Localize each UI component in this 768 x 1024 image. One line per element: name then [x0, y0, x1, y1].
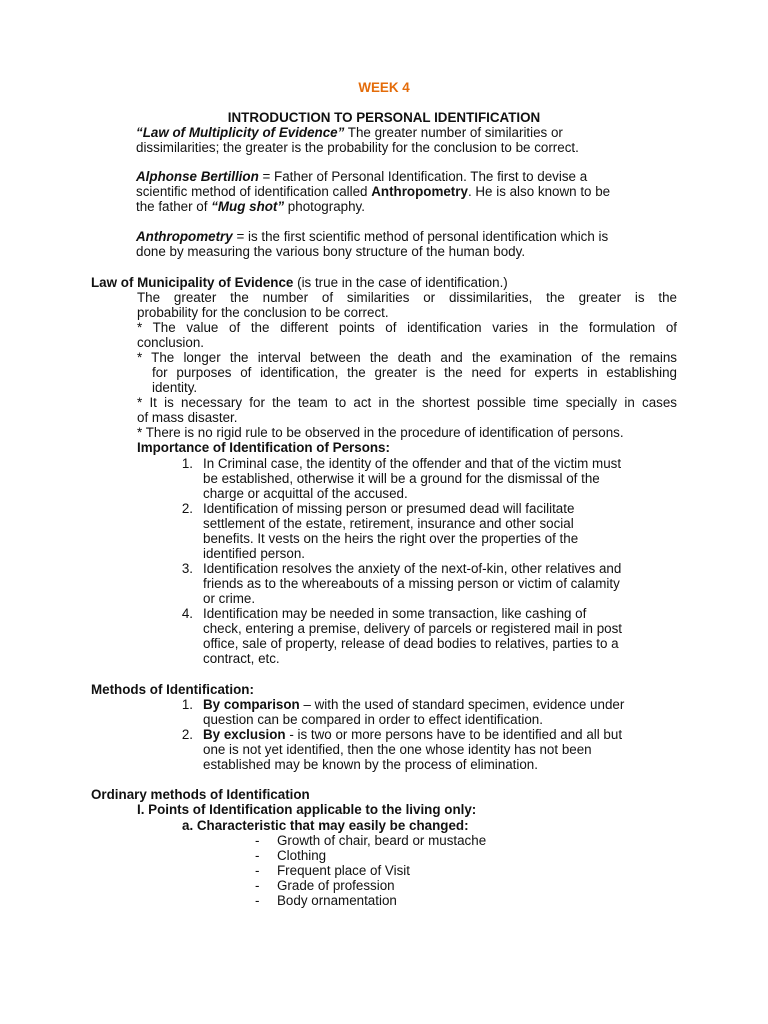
- dash-list-item: Clothing: [277, 848, 327, 863]
- list-item-line: contract, etc.: [203, 651, 280, 666]
- anthropometry-line1: Anthropometry = is the first scientific method of personal identification which is: [136, 229, 609, 244]
- list-item-line: established may be known by the process of elimination.: [203, 757, 538, 772]
- list-item-line: Identification of missing person or presumed dead will facilitate: [203, 501, 575, 516]
- page-title: INTRODUCTION TO PERSONAL IDENTIFICATION: [227, 110, 541, 125]
- municipality-p2-line2: conclusion.: [137, 335, 204, 350]
- list-item-line: By comparison – with the used of standard specimen, evidence under: [203, 697, 625, 712]
- method-term: By exclusion: [203, 727, 286, 742]
- list-number: 1.: [181, 697, 193, 712]
- list-item-line: one is not yet identified, then the one whose identity has not been: [203, 742, 592, 757]
- dash-list-item: Growth of chair, beard or mustache: [277, 833, 487, 848]
- anthropometry-line2: done by measuring the various bony structure of the human body.: [136, 244, 526, 259]
- list-number: 3.: [181, 561, 193, 576]
- list-item-line: Identification may be needed in some transaction, like cashing of: [203, 606, 587, 621]
- list-item-line: office, sale of property, release of dead bodies to relatives, parties to a: [203, 636, 619, 651]
- importance-heading: Importance of Identification of Persons:: [137, 440, 390, 455]
- municipality-p3-line1: * The longer the interval between the death and the examination of the remains: [137, 350, 677, 365]
- list-item-line: In Criminal case, the identity of the offender and that of the victim must: [203, 456, 622, 471]
- ordinary-heading: Ordinary methods of Identification: [91, 787, 310, 802]
- municipality-p2-line1: * The value of the different points of identification varies in the formulation of: [137, 320, 677, 335]
- list-item-line: friends as to the whereabouts of a missing person or victim of calamity: [203, 576, 620, 591]
- law-multiplicity-term: “Law of Multiplicity of Evidence”: [136, 125, 345, 140]
- bertillion-line2: scientific method of identification called Anthropometry. He is also known to be: [136, 184, 611, 199]
- municipality-p5-line1: * There is no rigid rule to be observed in the procedure of identification of persons.: [137, 425, 624, 440]
- ordinary-subheading-a: a. Characteristic that may easily be changed:: [182, 818, 469, 833]
- list-number: 2.: [181, 727, 193, 742]
- ordinary-subheading-i: I. Points of Identification applicable to the living only:: [137, 802, 477, 817]
- list-item-line: identified person.: [203, 546, 305, 561]
- list-item-line: benefits. It vests on the heirs the right over the properties of the: [203, 531, 579, 546]
- municipality-p1-line1: The greater the number of similarities or dissimilarities, the greater is the: [137, 290, 677, 305]
- list-number: 4.: [181, 606, 193, 621]
- week-heading: WEEK 4: [358, 80, 410, 95]
- list-item-line: or crime.: [203, 591, 256, 606]
- list-item-line: charge or acquittal of the accused.: [203, 486, 408, 501]
- bertillion-line1: Alphonse Bertillion = Father of Personal Identification. The first to devise a: [136, 169, 588, 184]
- municipality-heading: Law of Municipality of Evidence (is true in the case of identification.): [91, 275, 508, 290]
- method-term: By comparison: [203, 697, 300, 712]
- dash-marker: -: [255, 848, 260, 863]
- list-item-line: be established, otherwise it will be a ground for the dismissal of the: [203, 471, 600, 486]
- dash-marker: -: [255, 893, 260, 908]
- list-item-line: Identification resolves the anxiety of the next-of-kin, other relatives and: [203, 561, 622, 576]
- dash-list-item: Grade of profession: [277, 878, 395, 893]
- methods-heading: Methods of Identification:: [91, 682, 254, 697]
- list-item-line: check, entering a premise, delivery of parcels or registered mail in post: [203, 621, 623, 636]
- law-multiplicity-line2: dissimilarities; the greater is the probability for the conclusion to be correct.: [136, 140, 579, 155]
- municipality-p3-line3: identity.: [152, 380, 198, 395]
- municipality-p3-line2: for purposes of identification, the greater is the need for experts in establishing: [152, 365, 677, 380]
- list-number: 2.: [181, 501, 193, 516]
- list-item-line: question can be compared in order to effect identification.: [203, 712, 543, 727]
- dash-marker: -: [255, 878, 260, 893]
- municipality-p4-line1: * It is necessary for the team to act in the shortest possible time specially in cases: [137, 395, 677, 410]
- list-item-line: settlement of the estate, retirement, insurance and other social: [203, 516, 574, 531]
- anthropometry-term: Anthropometry: [136, 229, 233, 244]
- municipality-p1-line2: probability for the conclusion to be correct.: [137, 305, 389, 320]
- list-number: 1.: [181, 456, 193, 471]
- bertillion-line3: the father of “Mug shot” photography.: [136, 199, 365, 214]
- dash-list-item: Frequent place of Visit: [277, 863, 410, 878]
- list-item-line: By exclusion - is two or more persons have to be identified and all but: [203, 727, 623, 742]
- law-multiplicity-line1: “Law of Multiplicity of Evidence” The greater number of similarities or: [136, 125, 563, 140]
- municipality-p4-line2: of mass disaster.: [137, 410, 238, 425]
- dash-marker: -: [255, 833, 260, 848]
- dash-list-item: Body ornamentation: [277, 893, 397, 908]
- bertillion-term: Alphonse Bertillion: [136, 169, 259, 184]
- dash-marker: -: [255, 863, 260, 878]
